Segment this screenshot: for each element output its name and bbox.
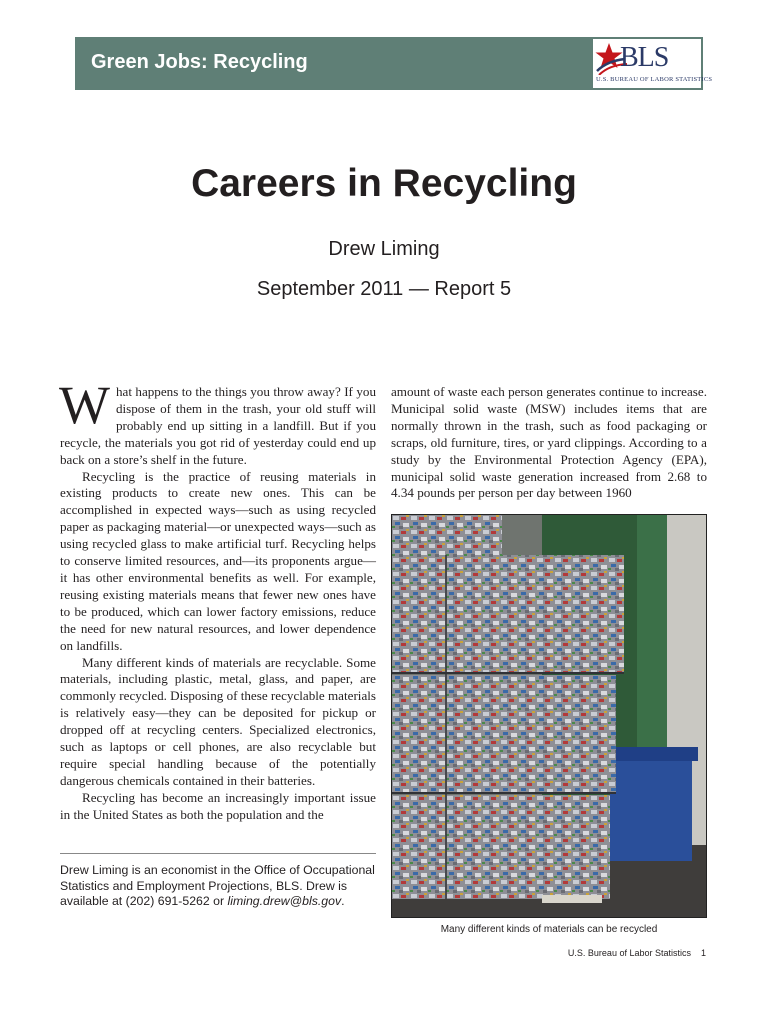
footnote-text: Drew Liming is an economist in the Office of Occupational Statistics and Employment Projections, BLS. Drew is available at (202) 691-5262 or [60, 863, 375, 908]
paragraph-3: Many different kinds of materials are recyclable. Some materials, including plastic, metal, glass, and paper, are commonly recycled. Disposing of these recyclable materials is relatively easy—they can be deposited for pickup or dropped off at recycling centers. Specialized electronics, such as laptops or cell phones, are also recyclable but require special handling because of the potentially dangerous chemicals contained in their batteries. [60, 654, 376, 788]
drop-cap: W [59, 375, 110, 435]
article-title: Careers in Recycling [191, 162, 577, 205]
article-author: Drew Liming [328, 238, 440, 260]
footnote-end: . [341, 894, 345, 908]
paragraph-1 [59, 375, 376, 469]
page-footer [568, 948, 706, 958]
author-footnote [60, 863, 376, 910]
figure-caption: Many different kinds of materials can be recycled [440, 924, 658, 935]
article-dateline: September 2011 — Report 5 [256, 278, 512, 300]
author-email-link[interactable]: liming.drew@bls.gov [227, 894, 342, 908]
body-column-left [59, 375, 376, 824]
paragraph-5: amount of waste each person generates continue to increase. Municipal solid waste (MSW) includes items that are normally thrown in the trash, such as food packaging or scraps, old furniture, tires, or yard clippings. According to a study by the Environmental Protection Agency (EPA), municipal solid waste generation increased from 2.68 to 4.34 pounds per person per day between 1960 [391, 384, 707, 501]
page-number: 1 [700, 948, 706, 958]
logo-subtitle: U.S. BUREAU OF LABOR STATISTICS [596, 76, 713, 83]
recycled-cans-bales-image [392, 515, 707, 918]
footnote-divider [60, 853, 376, 854]
bls-logo [593, 39, 713, 88]
recycling-photo [391, 514, 707, 918]
logo-text: BLS [620, 42, 669, 73]
header-banner [75, 37, 713, 90]
paragraph-2: Recycling is the practice of reusing materials in existing products to create new ones. This can be accomplished in expected ways—such as using recycled paper as packaging material—or unexpected ways—such as using recycled glass to make artificial turf. Recycling helps to conserve limited resources, and—its proponents argue—it has other environmental benefits as well. For example, reusing existing materials means that fewer new ones have to be produced, which can lower factory emissions, reduce the need for new natural resources, and lower dependence on landfills. [60, 468, 376, 653]
footer-agency: U.S. Bureau of Labor Statistics [567, 948, 691, 958]
paragraph-1-text: hat happens to the things you throw away? If you dispose of them in the trash, your old stuff will probably end up sitting in a landfill. But if you recycle, the materials you got rid of yesterday could end up back on a store’s shelf in the future. [60, 384, 376, 467]
paragraph-4: Recycling has become an increasingly important issue in the United States as both the population and the [60, 789, 376, 822]
series-title: Green Jobs: Recycling [91, 51, 308, 73]
body-column-right [391, 384, 707, 502]
